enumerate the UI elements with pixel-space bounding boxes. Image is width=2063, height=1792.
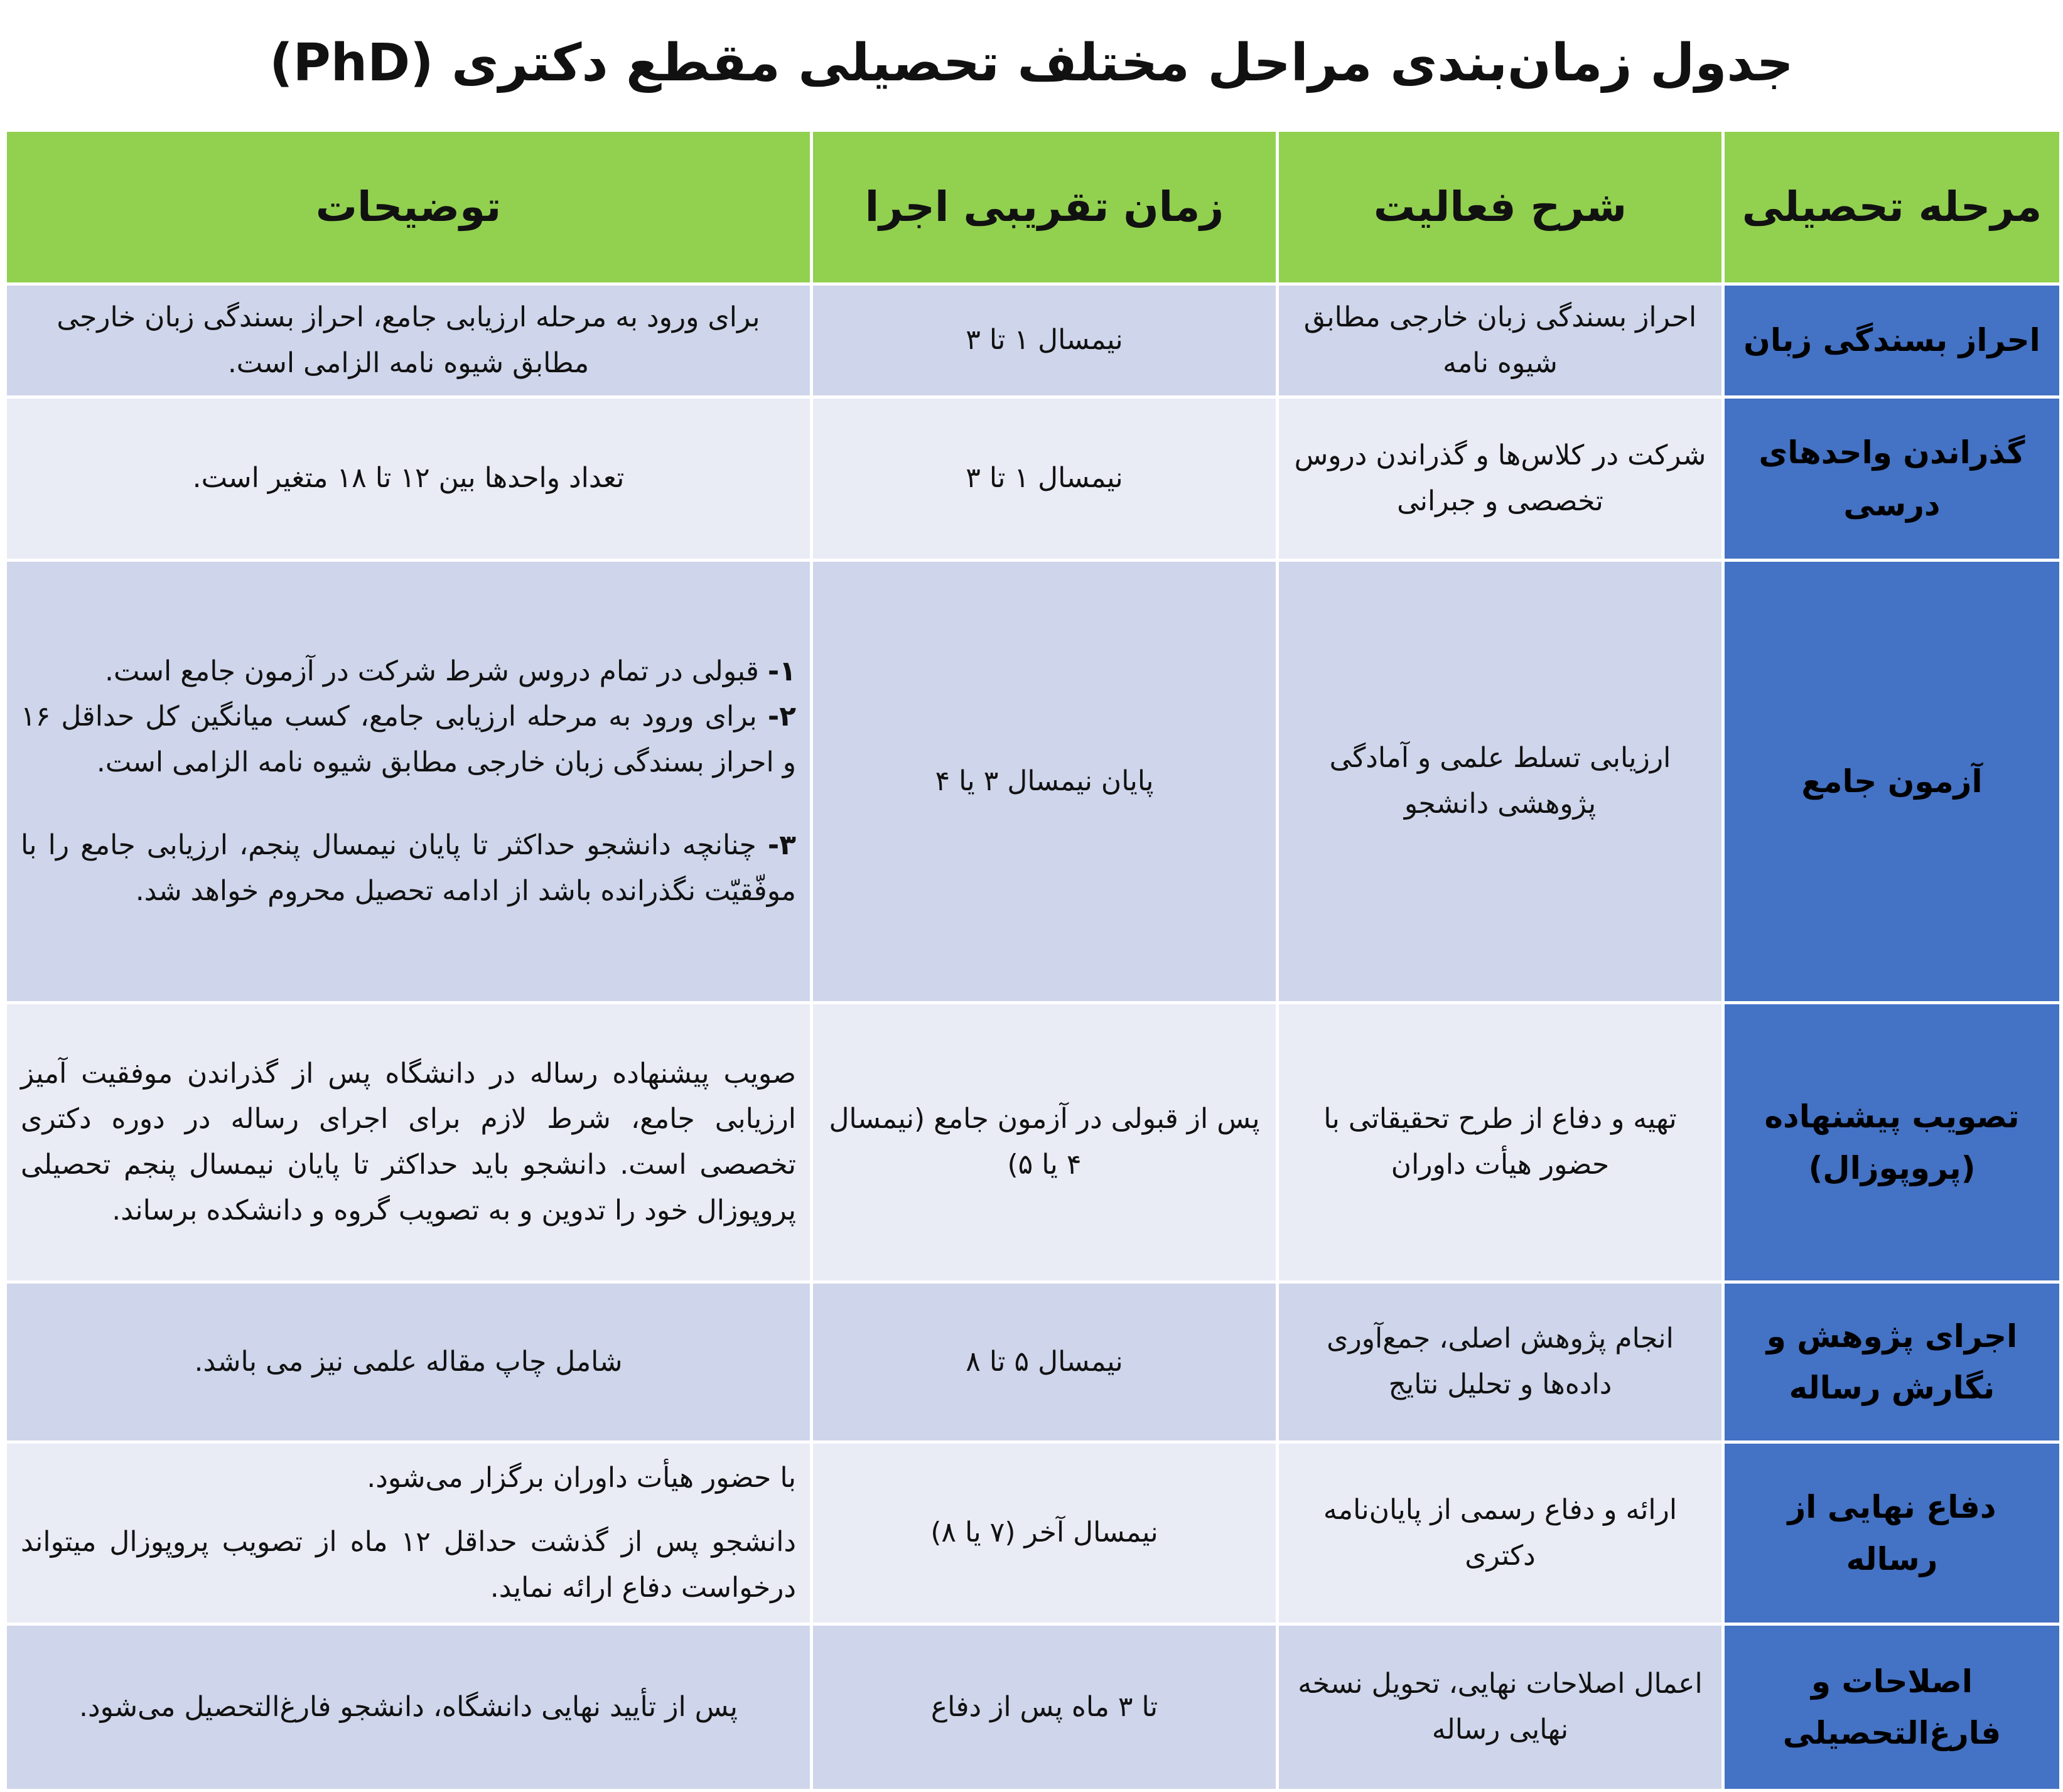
table-header-row [6,131,2061,284]
page-title: جدول زمان‌بندی مراحل مختلف تحصیلی مقطع دکتری (PhD) [269,33,1794,93]
time-cell: تا ۳ ماه پس از دفاع [812,1624,1278,1791]
table-row [6,1003,2061,1282]
activity-cell: انجام پژوهش اصلی، جمع‌آوری داده‌ها و تحلیل نتایج [1278,1282,1723,1442]
stage-cell: اجرای پژوهش و نگارش رساله [1723,1282,2061,1442]
stage-cell: احراز بسندگی زبان [1723,284,2061,397]
stage-cell: گذراندن واحدهای درسی [1723,397,2061,561]
table-row [6,1624,2061,1791]
schedule-table [4,129,2062,1792]
stage-cell: اصلاحات و فارغ‌التحصیلی [1723,1624,2061,1791]
activity-cell: ارائه و دفاع رسمی از پایان‌نامه دکتری [1278,1442,1723,1624]
time-cell: نیمسال آخر (۷ یا ۸) [812,1442,1278,1624]
note-item: ۳- چنانچه دانشجو حداکثر تا پایان نیمسال پنجم، ارزیابی جامع را با موفّقیّت نگذرانده باشد از ادامه تحصیل محروم خواهد شد. [21,829,796,907]
time-cell: نیمسال ۱ تا ۳ [812,284,1278,397]
notes-cell: شامل چاپ مقاله علمی نیز می باشد. [6,1282,812,1442]
time-cell: پس از قبولی در آزمون جامع (نیمسال ۴ یا ۵) [812,1003,1278,1282]
activity-cell: احراز بسندگی زبان خارجی مطابق شیوه نامه [1278,284,1723,397]
table-row [6,1442,2061,1624]
activity-cell: ارزیابی تسلط علمی و آمادگی پژوهشی دانشجو [1278,561,1723,1003]
table-row [6,284,2061,397]
note-item: ۲- برای ورود به مرحله ارزیابی جامع، کسب میانگین کل حداقل ۱۶ و احراز بسندگی زبان خارجی مطابق شیوه نامه الزامی است. [21,700,796,778]
table-row [6,1282,2061,1442]
time-cell: نیمسال ۱ تا ۳ [812,397,1278,561]
stage-cell: تصویب پیشنهاده (پروپوزال) [1723,1003,2061,1282]
time-cell: پایان نیمسال ۳ یا ۴ [812,561,1278,1003]
notes-cell [6,561,812,1003]
header-activity: شرح فعالیت [1278,131,1723,284]
notes-cell [6,1442,812,1624]
table-row [6,397,2061,561]
header-time: زمان تقریبی اجرا [812,131,1278,284]
note-item: ۱- قبولی در تمام دروس شرط شرکت در آزمون جامع است. [104,655,796,687]
stage-cell: آزمون جامع [1723,561,2061,1003]
notes-cell: پس از تأیید نهایی دانشگاه، دانشجو فارغ‌التحصیل می‌شود. [6,1624,812,1791]
notes-cell: صویب پیشنهاده رساله در دانشگاه پس از گذراندن موفقیت آمیز ارزیابی جامع، شرط لازم برای اجرای رساله در دوره دکتری تخصصی است. دانشجو باید حداکثر تا پایان نیمسال پنجم تحصیلی پروپوزال خود را تدوین و به تصویب گروه و دانشکده برساند. [6,1003,812,1282]
spacer [21,785,796,823]
stage-cell: دفاع نهایی از رساله [1723,1442,2061,1624]
header-notes: توضیحات [6,131,812,284]
table-row [6,561,2061,1003]
activity-cell: شرکت در کلاس‌ها و گذراندن دروس تخصصی و جبرانی [1278,397,1723,561]
activity-cell: تهیه و دفاع از طرح تحقیقاتی با حضور هیأت داوران [1278,1003,1723,1282]
spacer [21,1501,796,1520]
notes-cell: برای ورود به مرحله ارزیابی جامع، احراز بسندگی زبان خارجی مطابق شیوه نامه الزامی است. [6,284,812,397]
activity-cell: اعمال اصلاحات نهایی، تحویل نسخه نهایی رساله [1278,1624,1723,1791]
time-cell: نیمسال ۵ تا ۸ [812,1282,1278,1442]
note-item: دانشجو پس از گذشت حداقل ۱۲ ماه از تصویب پروپوزال میتواند درخواست دفاع ارائه نماید. [21,1526,797,1604]
header-stage: مرحله تحصیلی [1723,131,2061,284]
note-item: با حضور هیأت داوران برگزار می‌شود. [367,1461,796,1494]
notes-cell: تعداد واحدها بین ۱۲ تا ۱۸ متغیر است. [6,397,812,561]
